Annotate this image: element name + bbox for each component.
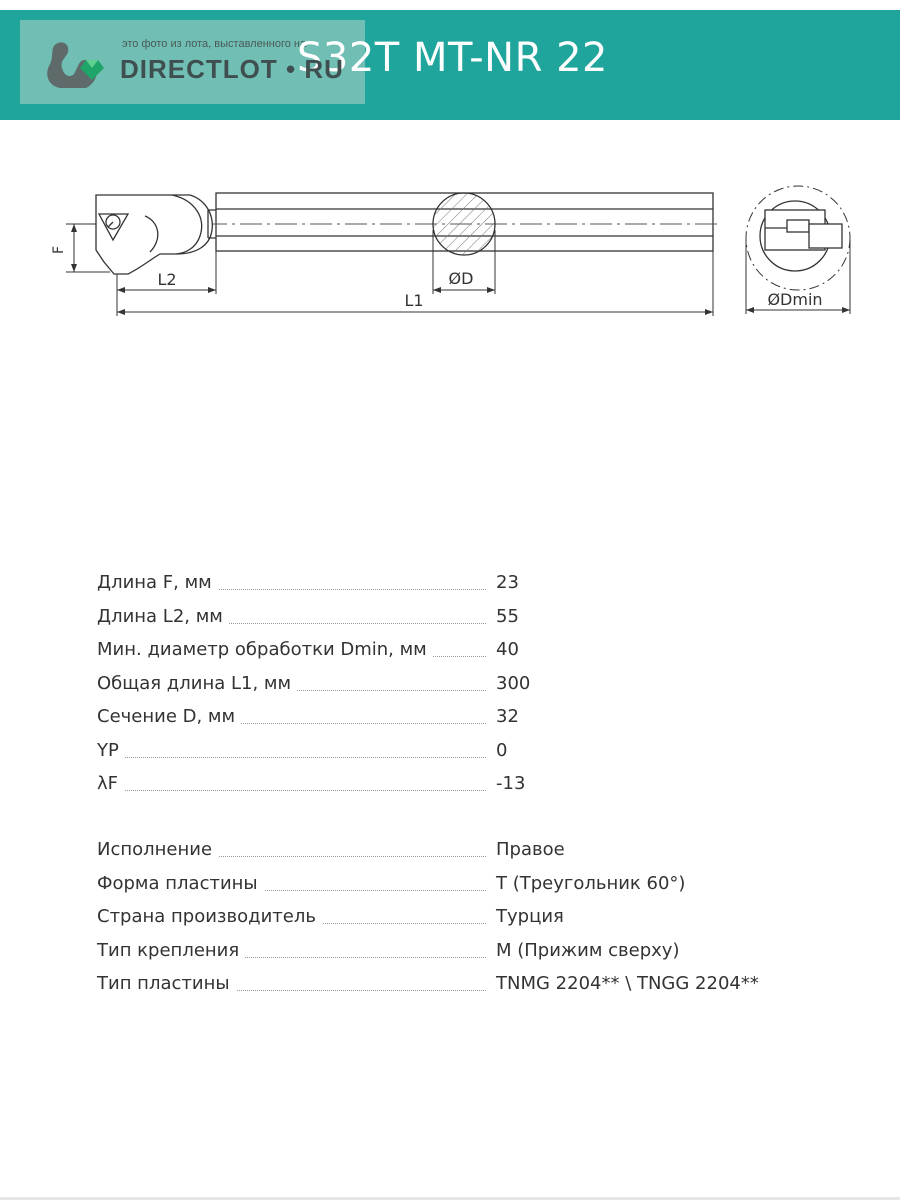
spec-label: Сечение D, мм [97, 706, 241, 727]
page-title: S32T MT-NR 22 [297, 35, 608, 81]
technical-drawing [0, 140, 900, 340]
spec-row [97, 873, 797, 899]
dim-label-l2: L2 [157, 270, 177, 289]
spec-value: TNMG 2204** \ TNGG 2204** [496, 973, 759, 994]
spec-label: Длина F, мм [97, 572, 218, 593]
dim-label-dmin: ØDmin [767, 290, 823, 309]
spec-row [97, 639, 797, 665]
spec-label: Тип крепления [97, 940, 245, 961]
spec-value: 23 [496, 572, 519, 593]
spec-value: 32 [496, 706, 519, 727]
spec-label: Исполнение [97, 839, 218, 860]
spec-value: M (Прижим сверху) [496, 939, 680, 961]
spec-value: 300 [496, 672, 531, 694]
dim-label-l1: L1 [404, 291, 424, 310]
spec-label: Мин. диаметр обработки Dmin, мм [97, 639, 433, 660]
spec-row [97, 740, 797, 766]
spec-row [97, 839, 797, 865]
spec-label: YP [97, 740, 125, 761]
spec-value: 55 [496, 605, 519, 627]
end-view [746, 186, 850, 290]
dim-label-f: F [51, 245, 67, 255]
spec-value: Правое [496, 839, 565, 860]
spec-label: Форма пластины [97, 873, 264, 894]
spec-label: Длина L2, мм [97, 606, 229, 627]
spec-row [97, 673, 797, 699]
spec-value: Турция [496, 906, 564, 927]
spec-value: -13 [496, 773, 526, 794]
section-circle [433, 193, 495, 255]
spec-row [97, 940, 797, 966]
spec-row [97, 606, 797, 632]
watermark-logo: DIRECTLOT • RU [120, 54, 344, 84]
spec-row [97, 973, 797, 999]
leader-dots [97, 790, 486, 791]
spec-value: 0 [496, 739, 508, 761]
spec-row [97, 706, 797, 732]
spec-label: λF [97, 773, 124, 794]
dim-label-d: ØD [448, 269, 474, 288]
spec-label: Страна производитель [97, 906, 322, 927]
spec-label: Общая длина L1, мм [97, 673, 297, 694]
spec-value: 40 [496, 639, 519, 660]
watermark-caption: это фото из лота, выставленного на [122, 38, 307, 50]
spec-label: Тип пластины [97, 973, 236, 994]
spec-value: T (Треугольник 60°) [496, 872, 686, 894]
spec-row [97, 906, 797, 932]
squirrel-gem-icon [40, 36, 115, 96]
leader-dots [97, 757, 486, 758]
spec-row [97, 773, 797, 799]
spec-row [97, 572, 797, 598]
tool-head [96, 195, 216, 274]
